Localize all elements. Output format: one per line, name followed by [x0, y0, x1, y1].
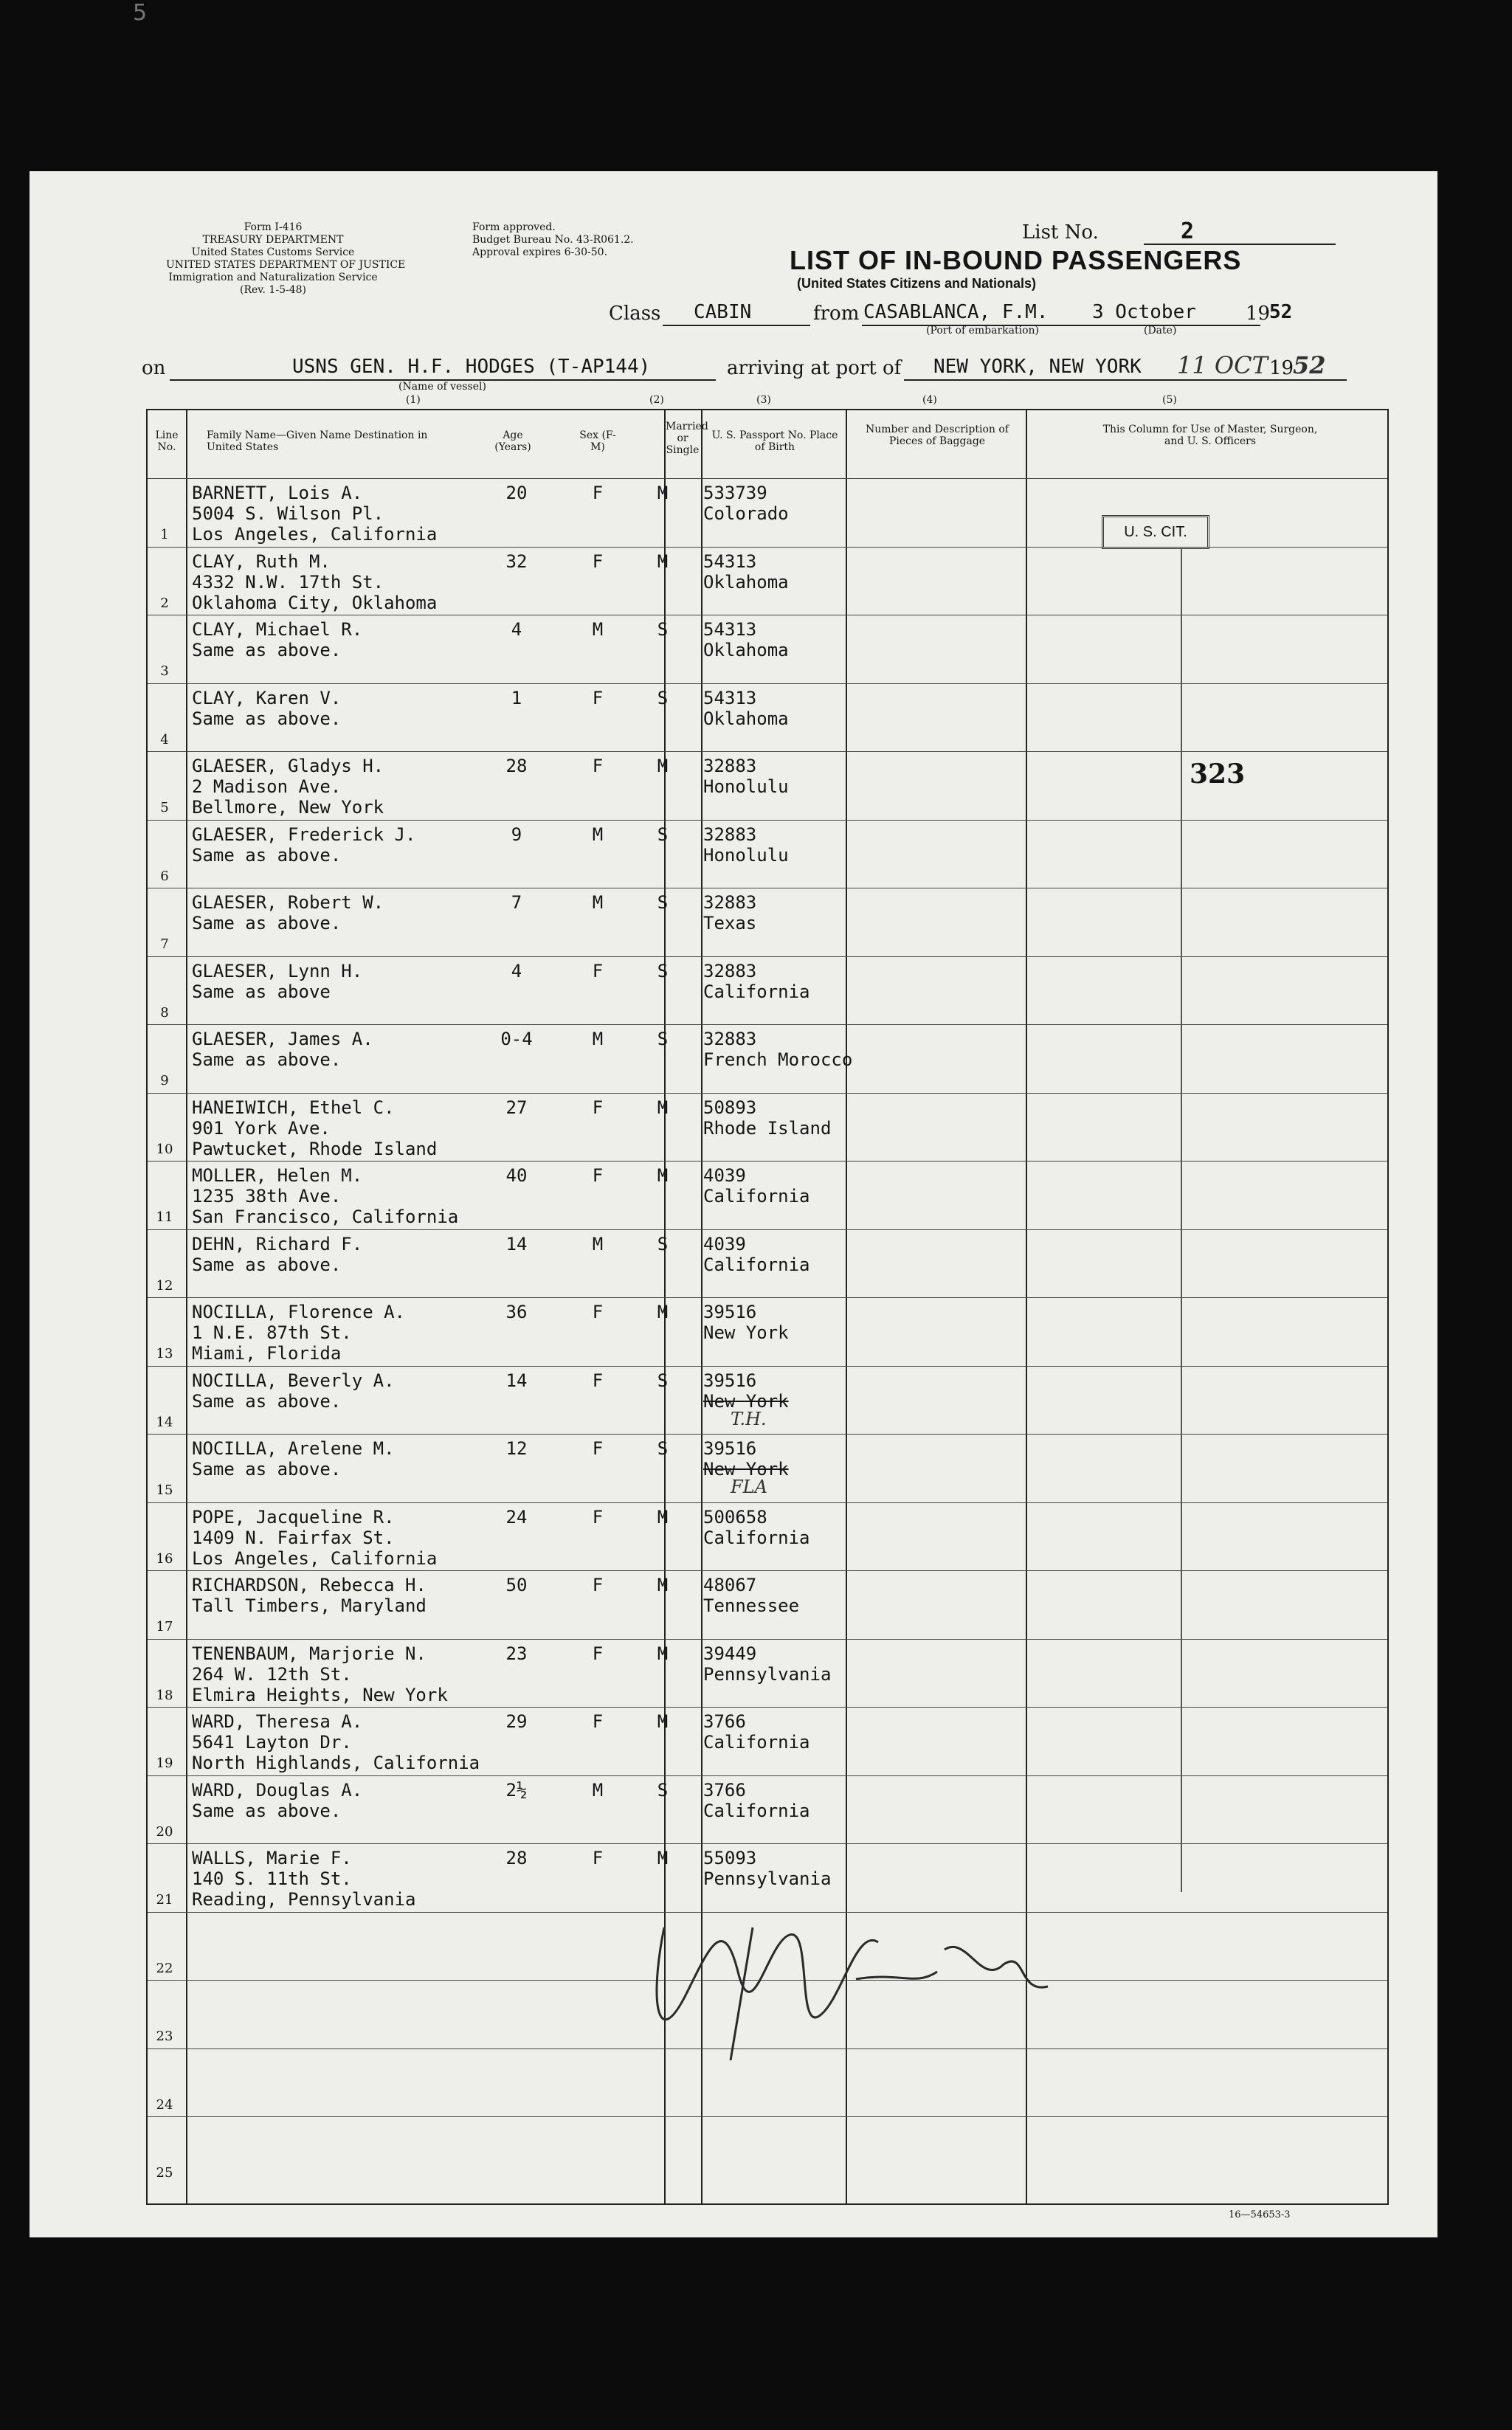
port-caption: (Port of embarkation) — [926, 325, 1039, 336]
passenger-name: WARD, Douglas A. — [192, 1779, 363, 1801]
marital-status: S — [657, 619, 669, 640]
place-of-birth: Texas — [703, 913, 757, 933]
row-divider — [148, 820, 1387, 821]
marital-status: S — [657, 1779, 669, 1801]
passenger-age: 14 — [505, 1370, 528, 1391]
destination-line-1: Same as above. — [192, 1390, 342, 1412]
table-row — [148, 1502, 1387, 1571]
birth-correction-handwritten: T.H. — [731, 1408, 767, 1429]
table-row — [148, 1093, 1387, 1162]
departure-date: 3 October — [1092, 301, 1196, 323]
destination-line-2: Elmira Heights, New York — [192, 1684, 448, 1705]
arriving-label: arriving at port of — [727, 357, 902, 379]
line-number: 15 — [156, 1482, 173, 1498]
arrival-port: NEW YORK, NEW YORK — [933, 356, 1142, 378]
row-divider — [148, 956, 1387, 957]
passport-number: 39449 — [703, 1643, 757, 1664]
marital-status: M — [657, 550, 669, 572]
place-of-birth: New York — [703, 1459, 789, 1480]
destination-line-1: Same as above. — [192, 844, 342, 866]
marital-status: S — [657, 892, 669, 913]
line-number: 21 — [156, 1892, 173, 1908]
row-divider — [148, 1843, 1387, 1844]
passport-number: 533739 — [703, 483, 767, 503]
place-of-birth: Honolulu — [703, 844, 789, 866]
official-signature — [635, 1883, 1077, 2075]
table-row — [148, 615, 1387, 683]
table-row — [148, 1366, 1387, 1435]
line-number: 10 — [156, 1141, 173, 1157]
passport-number: 32883 — [703, 824, 757, 845]
line-number: 1 — [160, 527, 169, 542]
destination-line-2: Oklahoma City, Oklahoma — [192, 592, 438, 613]
arrival-year-prefix: 19 — [1269, 357, 1294, 379]
place-of-birth: Pennsylvania — [703, 1868, 832, 1889]
col-number-5: (5) — [1162, 394, 1177, 406]
header-line-no: Line No. — [155, 429, 179, 453]
date-caption: (Date) — [1144, 325, 1177, 336]
passport-number: 39516 — [703, 1438, 757, 1459]
passenger-name: CLAY, Karen V. — [192, 687, 342, 708]
approval-line: Budget Bureau No. 43-R061.2. — [472, 234, 634, 246]
destination-line-1: Same as above. — [192, 1254, 342, 1275]
checkmark-line — [1181, 549, 1182, 1892]
marital-status: M — [657, 1575, 669, 1595]
passport-number: 50893 — [703, 1097, 757, 1118]
agency-header-line: UNITED STATES DEPARTMENT OF JUSTICE — [166, 259, 406, 271]
table-row — [148, 547, 1387, 615]
row-divider — [148, 1297, 1387, 1298]
passenger-sex: F — [592, 550, 604, 572]
vessel-name: USNS GEN. H.F. HODGES (T-AP144) — [292, 356, 651, 378]
embarkation-port: CASABLANCA, F.M. — [863, 301, 1049, 323]
header-officers: This Column for Use of Master, Surgeon, and U. S. Officers — [1102, 424, 1318, 447]
marital-status: S — [657, 1233, 669, 1254]
destination-line-1: 4332 N.W. 17th St. — [192, 571, 384, 593]
arrival-date-handwritten: 11 OCT — [1177, 351, 1268, 379]
passenger-sex: F — [592, 483, 604, 503]
passport-number: 39516 — [703, 1302, 757, 1322]
passenger-name: WARD, Theresa A. — [192, 1711, 363, 1732]
col-number-1: (1) — [406, 394, 421, 406]
agency-header-line: Immigration and Naturalization Service — [168, 272, 378, 283]
header-baggage: Number and Description of Pieces of Baggage — [866, 424, 1009, 447]
table-row — [148, 1639, 1387, 1708]
list-number-label: List No. — [1022, 221, 1099, 244]
passport-number: 4039 — [703, 1233, 746, 1254]
passenger-sex: M — [592, 824, 604, 845]
line-number: 8 — [160, 1004, 169, 1021]
table-row — [148, 1229, 1387, 1298]
place-of-birth: Honolulu — [703, 776, 789, 797]
passenger-sex: F — [592, 1711, 604, 1732]
passport-number: 3766 — [703, 1779, 746, 1801]
destination-line-1: Same as above. — [192, 1459, 342, 1480]
passenger-sex: M — [592, 892, 604, 913]
row-divider — [148, 1093, 1387, 1094]
line-number: 25 — [156, 2165, 173, 2181]
passport-number: 54313 — [703, 619, 757, 640]
place-of-birth: New York — [703, 1322, 789, 1343]
destination-line-1: Same as above. — [192, 1049, 342, 1070]
passenger-age: 12 — [505, 1438, 528, 1459]
passport-number: 3766 — [703, 1711, 746, 1732]
on-label: on — [142, 357, 166, 379]
destination-line-1: Same as above — [192, 981, 331, 1002]
passenger-sex: F — [592, 1506, 604, 1528]
form-code: 16—54653-3 — [1229, 2209, 1291, 2220]
passenger-sex: F — [592, 1097, 604, 1118]
passenger-sex: F — [592, 687, 604, 708]
handwritten-count: 323 — [1190, 759, 1246, 790]
passenger-age: 9 — [511, 824, 522, 845]
destination-line-1: Same as above. — [192, 708, 342, 729]
col-number-2: (2) — [649, 394, 664, 406]
place-of-birth: Oklahoma — [703, 571, 789, 593]
line-number: 4 — [160, 731, 169, 748]
line-number: 20 — [156, 1823, 173, 1840]
marital-status: M — [657, 1165, 669, 1186]
place-of-birth: New York — [703, 1390, 789, 1412]
scan-corner-mark: 5 — [133, 0, 148, 26]
passport-number: 32883 — [703, 1029, 757, 1049]
passenger-sex: M — [592, 619, 604, 640]
form-approval-note — [472, 221, 634, 259]
destination-line-1: Same as above. — [192, 1800, 342, 1821]
marital-status: S — [657, 960, 669, 981]
table-row — [148, 1297, 1387, 1366]
row-divider — [148, 1434, 1387, 1435]
passenger-age: 50 — [505, 1575, 528, 1595]
destination-line-2: San Francisco, California — [192, 1207, 459, 1227]
approval-line: Form approved. — [472, 221, 556, 233]
table-row — [148, 956, 1387, 1025]
table-row — [148, 1161, 1387, 1229]
marital-status: M — [657, 1302, 669, 1322]
passenger-age: 28 — [505, 1848, 528, 1868]
passenger-sex: F — [592, 960, 604, 981]
passenger-age: 1 — [511, 687, 522, 708]
passenger-sex: F — [592, 1848, 604, 1868]
table-row — [148, 820, 1387, 888]
row-divider — [148, 1707, 1387, 1708]
agency-header-line: TREASURY DEPARTMENT — [202, 234, 344, 246]
marital-status: M — [657, 1643, 669, 1664]
passenger-age: 40 — [505, 1165, 528, 1186]
passenger-name: TENENBAUM, Marjorie N. — [192, 1643, 427, 1664]
header-sex: Sex (F-M) — [579, 429, 616, 453]
passenger-name: GLAESER, Gladys H. — [192, 756, 384, 776]
vessel-caption: (Name of vessel) — [398, 381, 486, 393]
passenger-sex: M — [592, 1233, 604, 1254]
line-number: 19 — [156, 1756, 173, 1771]
row-divider — [148, 683, 1387, 684]
place-of-birth: California — [703, 1254, 810, 1275]
passenger-age: 2½ — [505, 1779, 528, 1801]
table-row — [148, 1024, 1387, 1093]
passport-number: 48067 — [703, 1575, 757, 1595]
line-number: 3 — [160, 663, 169, 679]
marital-status: S — [657, 687, 669, 708]
passport-number: 32883 — [703, 960, 757, 981]
line-number: 24 — [156, 2096, 173, 2113]
line-number: 14 — [156, 1414, 173, 1430]
passenger-name: GLAESER, Robert W. — [192, 892, 384, 913]
line-number: 11 — [156, 1209, 173, 1225]
passenger-age: 36 — [505, 1302, 528, 1322]
place-of-birth: Colorado — [703, 503, 789, 524]
marital-status: M — [657, 756, 669, 776]
passenger-age: 0-4 — [500, 1029, 533, 1049]
line-number: 22 — [156, 1960, 173, 1976]
row-divider — [148, 478, 1387, 479]
destination-line-1: Tall Timbers, Maryland — [192, 1595, 427, 1616]
table-row — [148, 1434, 1387, 1502]
passenger-name: HANEIWICH, Ethel C. — [192, 1097, 395, 1118]
line-number: 12 — [156, 1277, 173, 1294]
line-number: 13 — [156, 1346, 173, 1361]
passenger-sex: F — [592, 1370, 604, 1391]
passenger-sex: F — [592, 1165, 604, 1186]
passenger-name: MOLLER, Helen M. — [192, 1165, 363, 1186]
place-of-birth: Pennsylvania — [703, 1663, 832, 1685]
col-number-4: (4) — [922, 394, 937, 406]
destination-line-2: Bellmore, New York — [192, 797, 384, 818]
passenger-name: CLAY, Ruth M. — [192, 550, 331, 572]
passenger-name: POPE, Jacqueline R. — [192, 1506, 395, 1528]
list-number-value: 2 — [1181, 218, 1195, 244]
passenger-name: BARNETT, Lois A. — [192, 483, 363, 503]
col-number-3: (3) — [756, 394, 771, 406]
line-number: 5 — [160, 800, 169, 815]
passport-number: 32883 — [703, 892, 757, 913]
from-label: from — [813, 303, 860, 325]
passenger-sex: M — [592, 1779, 604, 1801]
line-number: 6 — [160, 868, 169, 884]
form-subtitle: (United States Citizens and Nationals) — [797, 276, 1037, 291]
table-row — [148, 1775, 1387, 1844]
destination-line-1: 2 Madison Ave. — [192, 776, 342, 797]
us-citizen-stamp: U. S. CIT. — [1102, 515, 1209, 549]
passenger-name: CLAY, Michael R. — [192, 619, 363, 640]
destination-line-1: 1235 38th Ave. — [192, 1186, 342, 1207]
passenger-name: NOCILLA, Beverly A. — [192, 1370, 395, 1391]
passenger-name: NOCILLA, Florence A. — [192, 1302, 405, 1322]
passenger-sex: F — [592, 1438, 604, 1459]
row-divider — [148, 1502, 1387, 1503]
marital-status: S — [657, 1029, 669, 1049]
header-married: Married or Single — [666, 421, 708, 456]
year-prefix: 19 — [1246, 303, 1271, 325]
destination-line-2: Pawtucket, Rhode Island — [192, 1138, 438, 1159]
line-number: 7 — [160, 936, 169, 952]
approval-line: Approval expires 6-30-50. — [472, 246, 608, 258]
destination-line-1: 5004 S. Wilson Pl. — [192, 503, 384, 524]
passenger-sex: F — [592, 1575, 604, 1595]
passenger-age: 20 — [505, 483, 528, 503]
form-sheet — [30, 171, 1437, 2237]
destination-line-1: Same as above. — [192, 640, 342, 660]
class-label: Class — [609, 303, 661, 325]
row-divider — [148, 751, 1387, 752]
header-age: Age (Years) — [494, 429, 531, 453]
destination-line-2: North Highlands, California — [192, 1753, 480, 1773]
passenger-name: GLAESER, James A. — [192, 1029, 373, 1049]
row-divider — [148, 1570, 1387, 1571]
place-of-birth: Rhode Island — [703, 1117, 832, 1139]
passport-number: 54313 — [703, 687, 757, 708]
place-of-birth: Oklahoma — [703, 708, 789, 729]
destination-line-1: 1409 N. Fairfax St. — [192, 1527, 395, 1548]
passenger-sex: M — [592, 1029, 604, 1049]
destination-line-1: 140 S. 11th St. — [192, 1868, 352, 1889]
passenger-name: NOCILLA, Arelene M. — [192, 1438, 395, 1459]
table-row — [148, 1570, 1387, 1639]
place-of-birth: Tennessee — [703, 1595, 800, 1616]
passenger-name: WALLS, Marie F. — [192, 1848, 352, 1868]
line-number: 2 — [160, 595, 169, 611]
passenger-age: 24 — [505, 1506, 528, 1528]
place-of-birth: California — [703, 1186, 810, 1207]
agency-header-line: United States Customs Service — [191, 246, 355, 258]
destination-line-1: 1 N.E. 87th St. — [192, 1322, 352, 1343]
destination-line-2: Reading, Pennsylvania — [192, 1889, 416, 1910]
passport-number: 39516 — [703, 1370, 757, 1391]
marital-status: S — [657, 1370, 669, 1391]
line-number: 18 — [156, 1687, 173, 1703]
passenger-name: GLAESER, Lynn H. — [192, 960, 363, 981]
agency-header-line: (Rev. 1-5-48) — [240, 284, 306, 296]
passport-number: 55093 — [703, 1848, 757, 1868]
row-divider — [148, 1775, 1387, 1776]
passenger-sex: F — [592, 1302, 604, 1322]
place-of-birth: California — [703, 1732, 810, 1753]
place-of-birth: Oklahoma — [703, 640, 789, 660]
passport-number: 500658 — [703, 1506, 767, 1528]
row-divider — [148, 1229, 1387, 1230]
birth-correction-handwritten: FLA — [731, 1477, 767, 1497]
form-agency-header — [166, 221, 406, 297]
row-divider — [148, 1366, 1387, 1367]
row-divider — [148, 2116, 1387, 2117]
line-number: 9 — [160, 1073, 169, 1088]
place-of-birth: California — [703, 1527, 810, 1548]
agency-header-line: Form I-416 — [244, 221, 303, 233]
table-row — [148, 1707, 1387, 1775]
passenger-age: 7 — [511, 892, 522, 913]
passenger-age: 4 — [511, 619, 522, 640]
place-of-birth: California — [703, 981, 810, 1002]
year-value: 52 — [1269, 301, 1293, 323]
arrival-year-value: 52 — [1293, 351, 1326, 379]
passenger-age: 23 — [505, 1643, 528, 1664]
destination-line-2: Los Angeles, California — [192, 524, 438, 545]
marital-status: M — [657, 1506, 669, 1528]
marital-status: M — [657, 1097, 669, 1118]
passenger-age: 4 — [511, 960, 522, 981]
marital-status: M — [657, 1711, 669, 1732]
passenger-age: 32 — [505, 550, 528, 572]
header-name: Family Name—Given Name Destination in United States — [207, 429, 428, 453]
destination-line-2: Miami, Florida — [192, 1343, 342, 1364]
table-row — [148, 683, 1387, 752]
form-title: LIST OF IN-BOUND PASSENGERS — [790, 245, 1242, 275]
place-of-birth: California — [703, 1800, 810, 1821]
marital-status: M — [657, 1848, 669, 1868]
passport-number: 32883 — [703, 756, 757, 776]
passport-number: 54313 — [703, 550, 757, 572]
line-number: 16 — [156, 1550, 173, 1567]
destination-line-1: 264 W. 12th St. — [192, 1663, 352, 1685]
line-number: 23 — [156, 2029, 173, 2044]
passenger-name: GLAESER, Frederick J. — [192, 824, 416, 845]
destination-line-1: 901 York Ave. — [192, 1117, 331, 1139]
passenger-age: 27 — [505, 1097, 528, 1118]
passenger-name: DEHN, Richard F. — [192, 1233, 363, 1254]
row-divider — [148, 1639, 1387, 1640]
passenger-age: 29 — [505, 1711, 528, 1732]
passenger-sex: F — [592, 1643, 604, 1664]
destination-line-1: 5641 Layton Dr. — [192, 1732, 352, 1753]
place-of-birth: French Morocco — [703, 1049, 853, 1070]
passenger-age: 14 — [505, 1233, 528, 1254]
passport-number: 4039 — [703, 1165, 746, 1186]
destination-line-2: Los Angeles, California — [192, 1547, 438, 1569]
marital-status: S — [657, 824, 669, 845]
row-divider — [148, 1024, 1387, 1025]
marital-status: S — [657, 1438, 669, 1459]
class-value: CABIN — [694, 301, 752, 323]
table-row — [148, 888, 1387, 956]
header-passport: U. S. Passport No. Place of Birth — [711, 429, 838, 453]
passenger-age: 28 — [505, 756, 528, 776]
line-number: 17 — [156, 1619, 173, 1635]
passenger-sex: F — [592, 756, 604, 776]
passenger-name: RICHARDSON, Rebecca H. — [192, 1575, 427, 1595]
destination-line-1: Same as above. — [192, 913, 342, 933]
marital-status: M — [657, 483, 669, 503]
table-row — [148, 2116, 1387, 2185]
row-divider — [148, 1161, 1387, 1162]
